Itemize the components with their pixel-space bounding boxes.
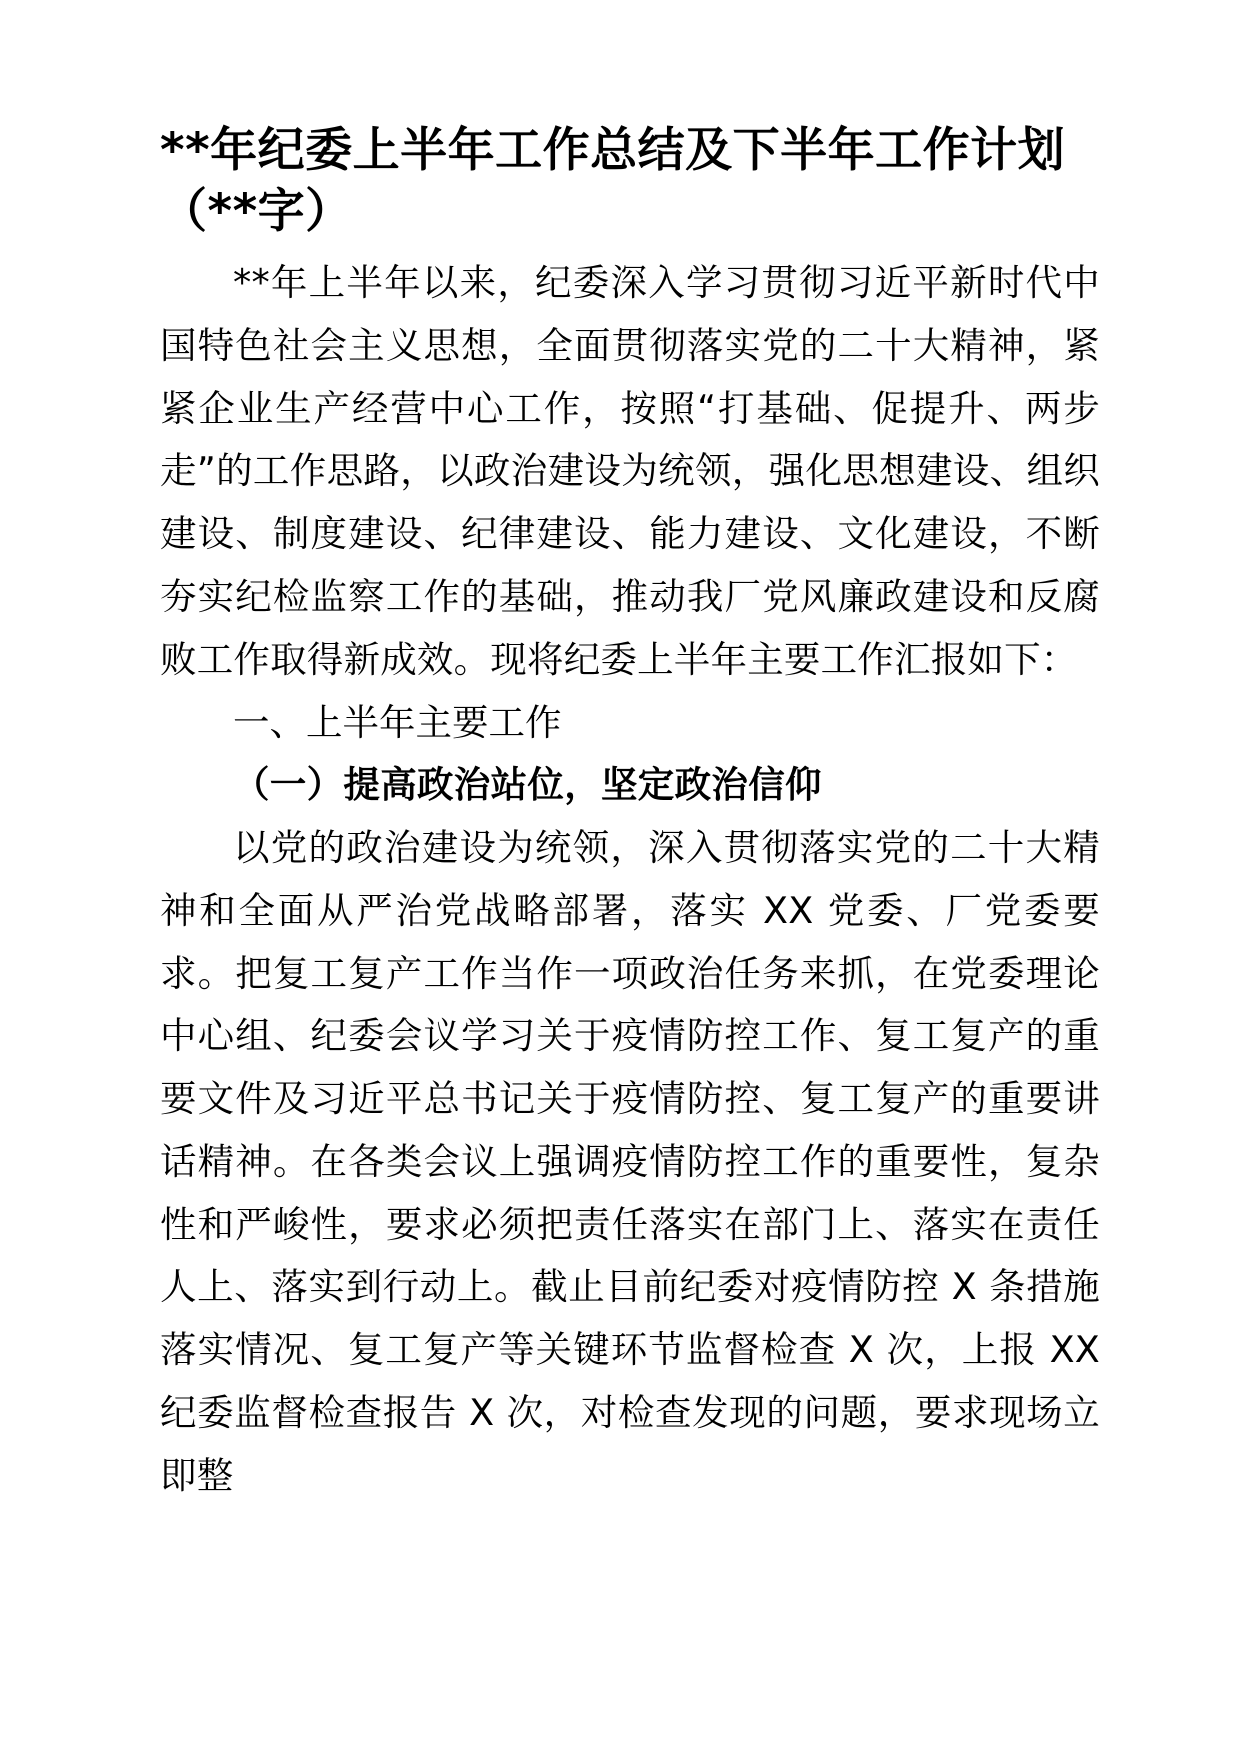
section-heading-one: 一、上半年主要工作	[233, 700, 562, 744]
subsection-one-body: 以党的政治建设为统领，深入贯彻落实党的二十大精神和全面从严治党战略部署，落实 XX 党委、厂党委要求。把复工复产工作当作一项政治任务来抓，在党委理论中心组、纪委会议学习关于疫情防控工作、复工复产的重要文件及习近平总书记关于疫情防控、复工复产的重要讲话精神。在各类会议上强调疫情防控工作的重要性，复杂性和严峻性，要求必须把责任落实在部门上、落实在责任人上、落实到行动上。截止目前纪委对疫情防控 X 条措施落实情况、复工复产等关键环节监督检查 X 次，上报 XX 纪委监督检查报告 X 次，对检查发现的问题，要求现场立即整	[160, 826, 1100, 1497]
subsection-heading-one: （一）提高政治站位，坚定政治信仰	[233, 763, 822, 807]
page-title: **年纪委上半年工作总结及下半年工作计划（**字）	[160, 123, 1066, 240]
intro-paragraph: **年上半年以来，纪委深入学习贯彻习近平新时代中国特色社会主义思想，全面贯彻落实党的二十大精神，紧紧企业生产经营中心工作，按照“打基础、促提升、两步走”的工作思路，以政治建设为统领，强化思想建设、组织建设、制度建设、纪律建设、能力建设、文化建设，不断夯实纪检监察工作的基础，推动我厂党风廉政建设和反腐败工作取得新成效。现将纪委上半年主要工作汇报如下：	[160, 261, 1100, 681]
